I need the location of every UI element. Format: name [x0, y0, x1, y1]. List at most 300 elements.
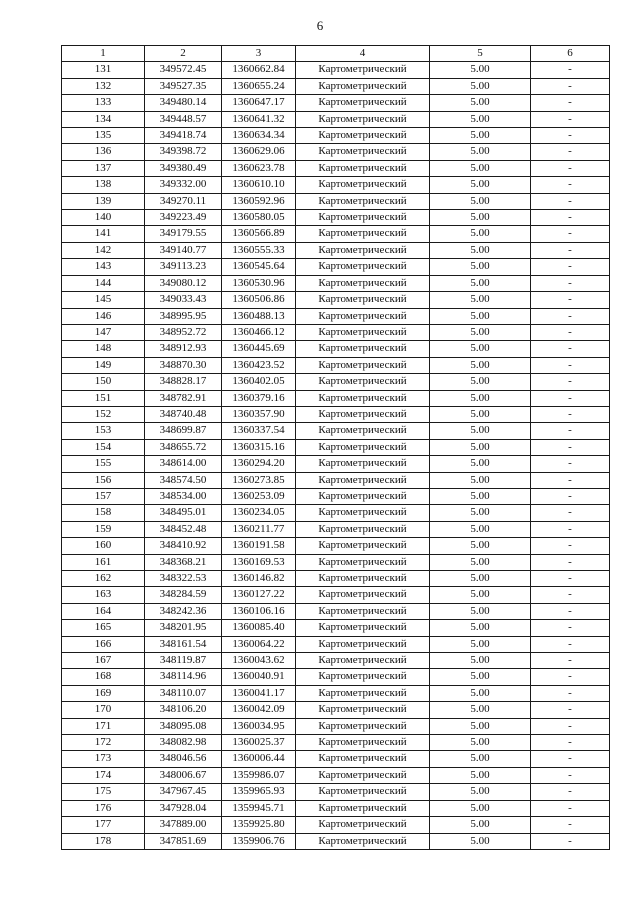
method-cell: Картометрический — [296, 423, 430, 439]
method-cell: Картометрический — [296, 177, 430, 193]
x-coordinate-cell: 348740.48 — [145, 406, 222, 422]
note-cell: - — [531, 538, 610, 554]
point-number-cell: 175 — [62, 784, 145, 800]
y-coordinate-cell: 1360040.91 — [222, 669, 296, 685]
method-cell: Картометрический — [296, 193, 430, 209]
y-coordinate-cell: 1360106.16 — [222, 603, 296, 619]
method-cell: Картометрический — [296, 505, 430, 521]
note-cell: - — [531, 259, 610, 275]
note-cell: - — [531, 193, 610, 209]
method-cell: Картометрический — [296, 341, 430, 357]
header-cell-6: 6 — [531, 46, 610, 62]
x-coordinate-cell: 349380.49 — [145, 160, 222, 176]
point-number-cell: 135 — [62, 128, 145, 144]
method-cell: Картометрический — [296, 242, 430, 258]
accuracy-cell: 5.00 — [430, 554, 531, 570]
method-cell: Картометрический — [296, 406, 430, 422]
y-coordinate-cell: 1360402.05 — [222, 374, 296, 390]
coordinates-table-body — [62, 46, 610, 850]
y-coordinate-cell: 1360041.17 — [222, 685, 296, 701]
table-row — [62, 751, 610, 767]
method-cell: Картометрический — [296, 488, 430, 504]
note-cell: - — [531, 160, 610, 176]
accuracy-cell: 5.00 — [430, 226, 531, 242]
table-row — [62, 242, 610, 258]
point-number-cell: 136 — [62, 144, 145, 160]
y-coordinate-cell: 1360647.17 — [222, 95, 296, 111]
point-number-cell: 140 — [62, 210, 145, 226]
method-cell: Картометрический — [296, 111, 430, 127]
x-coordinate-cell: 348655.72 — [145, 439, 222, 455]
table-row — [62, 308, 610, 324]
point-number-cell: 155 — [62, 456, 145, 472]
point-number-cell: 152 — [62, 406, 145, 422]
table-row — [62, 259, 610, 275]
y-coordinate-cell: 1360085.40 — [222, 620, 296, 636]
x-coordinate-cell: 349179.55 — [145, 226, 222, 242]
header-cell-2: 2 — [145, 46, 222, 62]
table-row — [62, 439, 610, 455]
table-row — [62, 341, 610, 357]
table-row — [62, 357, 610, 373]
table-row — [62, 390, 610, 406]
method-cell: Картометрический — [296, 78, 430, 94]
y-coordinate-cell: 1360379.16 — [222, 390, 296, 406]
y-coordinate-cell: 1360634.34 — [222, 128, 296, 144]
accuracy-cell: 5.00 — [430, 784, 531, 800]
table-row — [62, 488, 610, 504]
y-coordinate-cell: 1360545.64 — [222, 259, 296, 275]
point-number-cell: 160 — [62, 538, 145, 554]
x-coordinate-cell: 348106.20 — [145, 702, 222, 718]
x-coordinate-cell: 348284.59 — [145, 587, 222, 603]
y-coordinate-cell: 1360466.12 — [222, 324, 296, 340]
x-coordinate-cell: 348870.30 — [145, 357, 222, 373]
table-row — [62, 767, 610, 783]
method-cell: Картометрический — [296, 735, 430, 751]
x-coordinate-cell: 348614.00 — [145, 456, 222, 472]
method-cell: Картометрический — [296, 456, 430, 472]
point-number-cell: 141 — [62, 226, 145, 242]
note-cell: - — [531, 554, 610, 570]
table-row — [62, 620, 610, 636]
note-cell: - — [531, 128, 610, 144]
accuracy-cell: 5.00 — [430, 587, 531, 603]
point-number-cell: 164 — [62, 603, 145, 619]
header-cell-3: 3 — [222, 46, 296, 62]
point-number-cell: 154 — [62, 439, 145, 455]
accuracy-cell: 5.00 — [430, 357, 531, 373]
y-coordinate-cell: 1360315.16 — [222, 439, 296, 455]
y-coordinate-cell: 1360042.09 — [222, 702, 296, 718]
note-cell: - — [531, 78, 610, 94]
x-coordinate-cell: 348410.92 — [145, 538, 222, 554]
x-coordinate-cell: 349080.12 — [145, 275, 222, 291]
note-cell: - — [531, 144, 610, 160]
table-row — [62, 603, 610, 619]
x-coordinate-cell: 348201.95 — [145, 620, 222, 636]
accuracy-cell: 5.00 — [430, 521, 531, 537]
y-coordinate-cell: 1360488.13 — [222, 308, 296, 324]
table-row — [62, 718, 610, 734]
table-row — [62, 571, 610, 587]
accuracy-cell: 5.00 — [430, 406, 531, 422]
method-cell: Картометрический — [296, 521, 430, 537]
note-cell: - — [531, 341, 610, 357]
y-coordinate-cell: 1360530.96 — [222, 275, 296, 291]
accuracy-cell: 5.00 — [430, 62, 531, 78]
x-coordinate-cell: 348322.53 — [145, 571, 222, 587]
note-cell: - — [531, 521, 610, 537]
accuracy-cell: 5.00 — [430, 78, 531, 94]
point-number-cell: 145 — [62, 292, 145, 308]
table-row — [62, 685, 610, 701]
x-coordinate-cell: 348699.87 — [145, 423, 222, 439]
table-row — [62, 144, 610, 160]
point-number-cell: 138 — [62, 177, 145, 193]
method-cell: Картометрический — [296, 767, 430, 783]
x-coordinate-cell: 349223.49 — [145, 210, 222, 226]
point-number-cell: 171 — [62, 718, 145, 734]
table-row — [62, 538, 610, 554]
method-cell: Картометрический — [296, 259, 430, 275]
point-number-cell: 158 — [62, 505, 145, 521]
method-cell: Картометрический — [296, 62, 430, 78]
x-coordinate-cell: 348119.87 — [145, 653, 222, 669]
table-row — [62, 554, 610, 570]
y-coordinate-cell: 1360034.95 — [222, 718, 296, 734]
note-cell: - — [531, 784, 610, 800]
table-row — [62, 784, 610, 800]
accuracy-cell: 5.00 — [430, 800, 531, 816]
y-coordinate-cell: 1360273.85 — [222, 472, 296, 488]
point-number-cell: 163 — [62, 587, 145, 603]
note-cell: - — [531, 702, 610, 718]
point-number-cell: 149 — [62, 357, 145, 373]
note-cell: - — [531, 324, 610, 340]
accuracy-cell: 5.00 — [430, 620, 531, 636]
note-cell: - — [531, 685, 610, 701]
accuracy-cell: 5.00 — [430, 144, 531, 160]
x-coordinate-cell: 348046.56 — [145, 751, 222, 767]
x-coordinate-cell: 348110.07 — [145, 685, 222, 701]
point-number-cell: 174 — [62, 767, 145, 783]
table-row — [62, 111, 610, 127]
point-number-cell: 153 — [62, 423, 145, 439]
x-coordinate-cell: 349448.57 — [145, 111, 222, 127]
accuracy-cell: 5.00 — [430, 160, 531, 176]
x-coordinate-cell: 348368.21 — [145, 554, 222, 570]
header-cell-1: 1 — [62, 46, 145, 62]
y-coordinate-cell: 1360641.32 — [222, 111, 296, 127]
y-coordinate-cell: 1360662.84 — [222, 62, 296, 78]
note-cell: - — [531, 817, 610, 833]
accuracy-cell: 5.00 — [430, 718, 531, 734]
note-cell: - — [531, 488, 610, 504]
x-coordinate-cell: 347851.69 — [145, 833, 222, 849]
note-cell: - — [531, 111, 610, 127]
note-cell: - — [531, 423, 610, 439]
accuracy-cell: 5.00 — [430, 308, 531, 324]
method-cell: Картометрический — [296, 374, 430, 390]
table-row — [62, 472, 610, 488]
point-number-cell: 168 — [62, 669, 145, 685]
accuracy-cell: 5.00 — [430, 259, 531, 275]
note-cell: - — [531, 620, 610, 636]
table-row — [62, 587, 610, 603]
accuracy-cell: 5.00 — [430, 292, 531, 308]
y-coordinate-cell: 1360357.90 — [222, 406, 296, 422]
note-cell: - — [531, 390, 610, 406]
y-coordinate-cell: 1360253.09 — [222, 488, 296, 504]
x-coordinate-cell: 349418.74 — [145, 128, 222, 144]
note-cell: - — [531, 603, 610, 619]
note-cell: - — [531, 374, 610, 390]
x-coordinate-cell: 348452.48 — [145, 521, 222, 537]
accuracy-cell: 5.00 — [430, 488, 531, 504]
point-number-cell: 132 — [62, 78, 145, 94]
method-cell: Картометрический — [296, 554, 430, 570]
table-row — [62, 193, 610, 209]
accuracy-cell: 5.00 — [430, 505, 531, 521]
y-coordinate-cell: 1360006.44 — [222, 751, 296, 767]
method-cell: Картометрический — [296, 357, 430, 373]
table-row — [62, 505, 610, 521]
x-coordinate-cell: 348006.67 — [145, 767, 222, 783]
accuracy-cell: 5.00 — [430, 324, 531, 340]
x-coordinate-cell: 349033.43 — [145, 292, 222, 308]
page-number: 6 — [316, 18, 324, 33]
accuracy-cell: 5.00 — [430, 128, 531, 144]
table-row — [62, 702, 610, 718]
point-number-cell: 165 — [62, 620, 145, 636]
point-number-cell: 143 — [62, 259, 145, 275]
x-coordinate-cell: 348952.72 — [145, 324, 222, 340]
y-coordinate-cell: 1359986.07 — [222, 767, 296, 783]
y-coordinate-cell: 1360043.62 — [222, 653, 296, 669]
method-cell: Картометрический — [296, 95, 430, 111]
accuracy-cell: 5.00 — [430, 767, 531, 783]
table-row — [62, 636, 610, 652]
method-cell: Картометрический — [296, 439, 430, 455]
note-cell: - — [531, 95, 610, 111]
accuracy-cell: 5.00 — [430, 456, 531, 472]
note-cell: - — [531, 357, 610, 373]
accuracy-cell: 5.00 — [430, 636, 531, 652]
y-coordinate-cell: 1360655.24 — [222, 78, 296, 94]
method-cell: Картометрический — [296, 784, 430, 800]
note-cell: - — [531, 505, 610, 521]
y-coordinate-cell: 1359965.93 — [222, 784, 296, 800]
point-number-cell: 162 — [62, 571, 145, 587]
table-row — [62, 292, 610, 308]
note-cell: - — [531, 669, 610, 685]
accuracy-cell: 5.00 — [430, 538, 531, 554]
note-cell: - — [531, 833, 610, 849]
y-coordinate-cell: 1360445.69 — [222, 341, 296, 357]
y-coordinate-cell: 1359906.76 — [222, 833, 296, 849]
note-cell: - — [531, 406, 610, 422]
note-cell: - — [531, 456, 610, 472]
point-number-cell: 177 — [62, 817, 145, 833]
note-cell: - — [531, 210, 610, 226]
method-cell: Картометрический — [296, 538, 430, 554]
table-row — [62, 177, 610, 193]
method-cell: Картометрический — [296, 636, 430, 652]
method-cell: Картометрический — [296, 669, 430, 685]
note-cell: - — [531, 735, 610, 751]
table-row — [62, 210, 610, 226]
table-row — [62, 456, 610, 472]
table-row — [62, 833, 610, 849]
method-cell: Картометрический — [296, 275, 430, 291]
point-number-cell: 172 — [62, 735, 145, 751]
point-number-cell: 142 — [62, 242, 145, 258]
method-cell: Картометрический — [296, 751, 430, 767]
x-coordinate-cell: 348995.95 — [145, 308, 222, 324]
x-coordinate-cell: 348574.50 — [145, 472, 222, 488]
accuracy-cell: 5.00 — [430, 177, 531, 193]
x-coordinate-cell: 349480.14 — [145, 95, 222, 111]
method-cell: Картометрический — [296, 144, 430, 160]
point-number-cell: 150 — [62, 374, 145, 390]
y-coordinate-cell: 1360337.54 — [222, 423, 296, 439]
x-coordinate-cell: 349113.23 — [145, 259, 222, 275]
table-row — [62, 423, 610, 439]
x-coordinate-cell: 348242.36 — [145, 603, 222, 619]
method-cell: Картометрический — [296, 128, 430, 144]
method-cell: Картометрический — [296, 603, 430, 619]
y-coordinate-cell: 1360191.58 — [222, 538, 296, 554]
x-coordinate-cell: 348782.91 — [145, 390, 222, 406]
x-coordinate-cell: 347928.04 — [145, 800, 222, 816]
table-row — [62, 669, 610, 685]
note-cell: - — [531, 472, 610, 488]
header-cell-5: 5 — [430, 46, 531, 62]
y-coordinate-cell: 1360592.96 — [222, 193, 296, 209]
table-row — [62, 275, 610, 291]
method-cell: Картометрический — [296, 833, 430, 849]
accuracy-cell: 5.00 — [430, 242, 531, 258]
point-number-cell: 144 — [62, 275, 145, 291]
method-cell: Картометрический — [296, 390, 430, 406]
point-number-cell: 176 — [62, 800, 145, 816]
accuracy-cell: 5.00 — [430, 685, 531, 701]
x-coordinate-cell: 349398.72 — [145, 144, 222, 160]
y-coordinate-cell: 1360555.33 — [222, 242, 296, 258]
x-coordinate-cell: 348912.93 — [145, 341, 222, 357]
point-number-cell: 148 — [62, 341, 145, 357]
y-coordinate-cell: 1360064.22 — [222, 636, 296, 652]
table-row — [62, 521, 610, 537]
note-cell: - — [531, 62, 610, 78]
y-coordinate-cell: 1359945.71 — [222, 800, 296, 816]
accuracy-cell: 5.00 — [430, 571, 531, 587]
table-row — [62, 62, 610, 78]
accuracy-cell: 5.00 — [430, 735, 531, 751]
note-cell: - — [531, 587, 610, 603]
x-coordinate-cell: 348095.08 — [145, 718, 222, 734]
y-coordinate-cell: 1360423.52 — [222, 357, 296, 373]
accuracy-cell: 5.00 — [430, 210, 531, 226]
y-coordinate-cell: 1360623.78 — [222, 160, 296, 176]
method-cell: Картометрический — [296, 308, 430, 324]
accuracy-cell: 5.00 — [430, 111, 531, 127]
y-coordinate-cell: 1360146.82 — [222, 571, 296, 587]
x-coordinate-cell: 348534.00 — [145, 488, 222, 504]
table-row — [62, 95, 610, 111]
x-coordinate-cell: 348082.98 — [145, 735, 222, 751]
method-cell: Картометрический — [296, 226, 430, 242]
accuracy-cell: 5.00 — [430, 374, 531, 390]
table-row — [62, 160, 610, 176]
x-coordinate-cell: 348495.01 — [145, 505, 222, 521]
point-number-cell: 131 — [62, 62, 145, 78]
note-cell: - — [531, 718, 610, 734]
method-cell: Картометрический — [296, 718, 430, 734]
y-coordinate-cell: 1360566.89 — [222, 226, 296, 242]
table-row — [62, 406, 610, 422]
point-number-cell: 170 — [62, 702, 145, 718]
point-number-cell: 159 — [62, 521, 145, 537]
note-cell: - — [531, 800, 610, 816]
note-cell: - — [531, 275, 610, 291]
point-number-cell: 157 — [62, 488, 145, 504]
point-number-cell: 151 — [62, 390, 145, 406]
note-cell: - — [531, 636, 610, 652]
point-number-cell: 134 — [62, 111, 145, 127]
accuracy-cell: 5.00 — [430, 193, 531, 209]
point-number-cell: 147 — [62, 324, 145, 340]
point-number-cell: 178 — [62, 833, 145, 849]
accuracy-cell: 5.00 — [430, 603, 531, 619]
accuracy-cell: 5.00 — [430, 472, 531, 488]
table-row — [62, 128, 610, 144]
note-cell: - — [531, 177, 610, 193]
note-cell: - — [531, 292, 610, 308]
point-number-cell: 167 — [62, 653, 145, 669]
method-cell: Картометрический — [296, 800, 430, 816]
y-coordinate-cell: 1360169.53 — [222, 554, 296, 570]
note-cell: - — [531, 571, 610, 587]
y-coordinate-cell: 1360234.05 — [222, 505, 296, 521]
method-cell: Картометрический — [296, 571, 430, 587]
note-cell: - — [531, 308, 610, 324]
accuracy-cell: 5.00 — [430, 751, 531, 767]
method-cell: Картометрический — [296, 653, 430, 669]
x-coordinate-cell: 349270.11 — [145, 193, 222, 209]
y-coordinate-cell: 1360629.06 — [222, 144, 296, 160]
x-coordinate-cell: 348828.17 — [145, 374, 222, 390]
table-row — [62, 324, 610, 340]
x-coordinate-cell: 349572.45 — [145, 62, 222, 78]
point-number-cell: 139 — [62, 193, 145, 209]
accuracy-cell: 5.00 — [430, 653, 531, 669]
accuracy-cell: 5.00 — [430, 439, 531, 455]
method-cell: Картометрический — [296, 472, 430, 488]
x-coordinate-cell: 349140.77 — [145, 242, 222, 258]
accuracy-cell: 5.00 — [430, 95, 531, 111]
table-row — [62, 800, 610, 816]
accuracy-cell: 5.00 — [430, 833, 531, 849]
note-cell: - — [531, 242, 610, 258]
note-cell: - — [531, 439, 610, 455]
method-cell: Картометрический — [296, 210, 430, 226]
note-cell: - — [531, 751, 610, 767]
method-cell: Картометрический — [296, 702, 430, 718]
method-cell: Картометрический — [296, 292, 430, 308]
y-coordinate-cell: 1360294.20 — [222, 456, 296, 472]
